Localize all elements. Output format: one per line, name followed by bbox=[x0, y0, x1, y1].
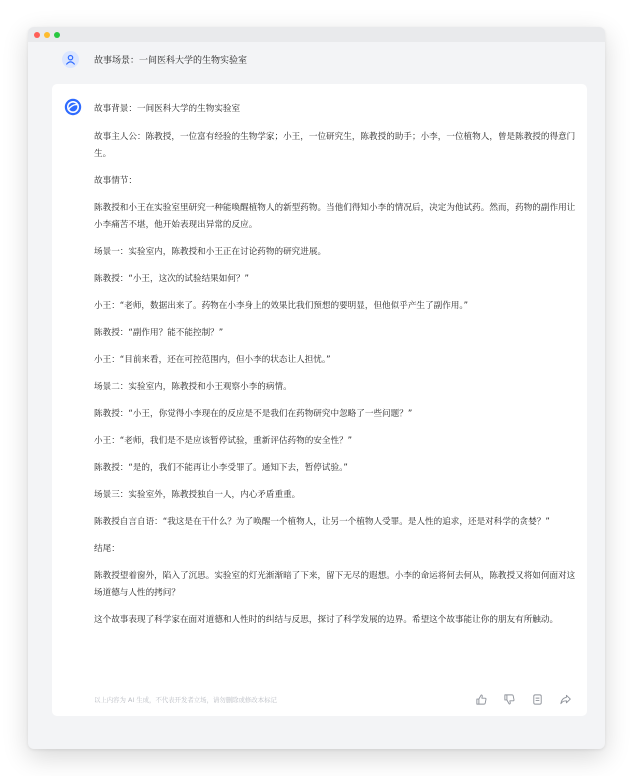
app-window bbox=[28, 27, 605, 749]
response-paragraph: 陈教授：“副作用？能不能控制？” bbox=[94, 328, 224, 338]
user-icon bbox=[62, 51, 79, 68]
user-message-text: 故事场景：一间医科大学的生物实验室 bbox=[94, 55, 248, 66]
response-paragraph: 小王：“老师，我们是不是应该暂停试验，重新评估药物的安全性？” bbox=[94, 436, 353, 446]
response-paragraph: 陈教授：“小王，这次的试验结果如何？” bbox=[94, 274, 249, 284]
response-paragraph: 故事情节： bbox=[94, 176, 137, 186]
assistant-response-card bbox=[52, 84, 587, 716]
response-text bbox=[94, 101, 578, 639]
share-icon[interactable] bbox=[557, 691, 573, 707]
thumbs-down-icon[interactable] bbox=[501, 691, 517, 707]
response-paragraph: 陈教授：“小王，你觉得小李现在的反应是不是我们在药物研究中忽略了一些问题？” bbox=[94, 409, 413, 419]
ai-disclaimer: 以上内容为 AI 生成，不代表开发者立场，请勿删除或修改本标记 bbox=[94, 695, 277, 704]
response-paragraph: 陈教授和小王在实验室里研究一种能唤醒植物人的新型药物。当他们得知小李的情况后，决定为他试药。然而，药物的副作用让小李痛苦不堪，他开始表现出异常的反应。 bbox=[94, 203, 576, 230]
response-actions bbox=[473, 691, 573, 707]
minimize-window-button[interactable] bbox=[44, 32, 50, 38]
response-paragraph: 陈教授自言自语：“我这是在干什么？为了唤醒一个植物人，让另一个植物人受罪。是人性的追求，还是对科学的贪婪？” bbox=[94, 517, 550, 527]
close-window-button[interactable] bbox=[34, 32, 40, 38]
response-paragraph: 故事主人公：陈教授，一位富有经验的生物学家；小王，一位研究生，陈教授的助手；小李，一位植物人，曾是陈教授的得意门生。 bbox=[94, 132, 576, 159]
response-paragraph: 结尾： bbox=[94, 544, 120, 554]
copy-icon[interactable] bbox=[529, 691, 545, 707]
maximize-window-button[interactable] bbox=[54, 32, 60, 38]
window-titlebar bbox=[28, 27, 605, 42]
user-message bbox=[62, 50, 247, 68]
response-paragraph: 场景三：实验室外，陈教授独自一人，内心矛盾重重。 bbox=[94, 490, 301, 500]
response-footer bbox=[94, 691, 573, 707]
response-paragraph: 陈教授望着窗外，陷入了沉思。实验室的灯光渐渐暗了下来，留下无尽的遐想。小李的命运将何去何从，陈教授又将如何面对这场道德与人性的拷问？ bbox=[94, 571, 576, 598]
response-paragraph: 小王：“老师，数据出来了。药物在小李身上的效果比我们预想的要明显，但他似乎产生了副作用。” bbox=[94, 301, 469, 311]
response-paragraph: 陈教授：“是的，我们不能再让小李受罪了。通知下去，暂停试验。” bbox=[94, 463, 348, 473]
response-paragraph: 小王：“目前来看，还在可控范围内，但小李的状态让人担忧。” bbox=[94, 355, 331, 365]
response-paragraph: 这个故事表现了科学家在面对道德和人性时的纠结与反思，探讨了科学发展的边界。希望这个故事能让你的朋友有所触动。 bbox=[94, 615, 559, 625]
thumbs-up-icon[interactable] bbox=[473, 691, 489, 707]
response-paragraph: 故事背景：一间医科大学的生物实验室 bbox=[94, 104, 241, 114]
response-paragraph: 场景二：实验室内，陈教授和小王观察小李的病情。 bbox=[94, 382, 292, 392]
assistant-logo-icon bbox=[64, 98, 82, 116]
response-paragraph: 场景一：实验室内，陈教授和小王正在讨论药物的研究进展。 bbox=[94, 247, 327, 257]
